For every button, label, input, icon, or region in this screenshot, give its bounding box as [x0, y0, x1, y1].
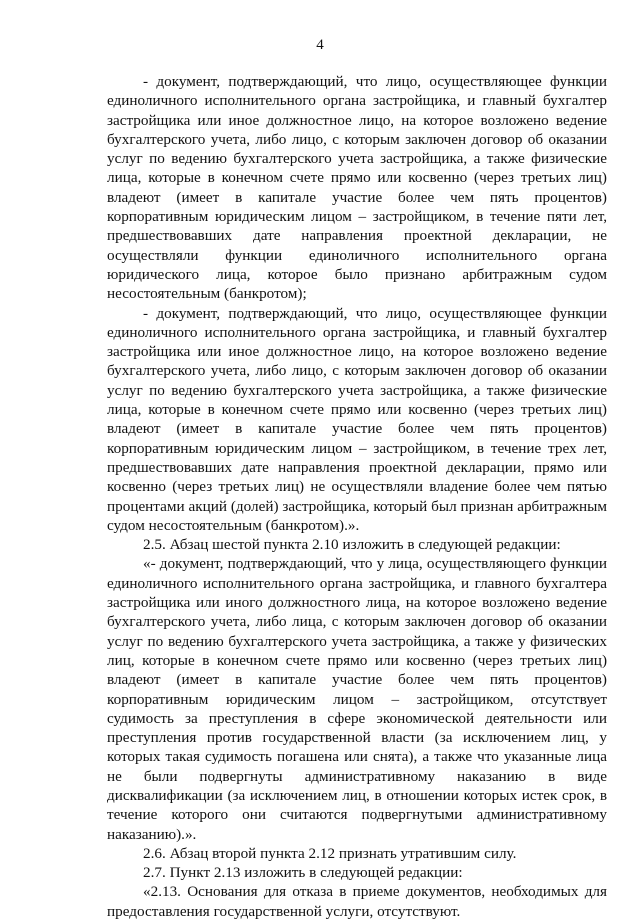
paragraph-document-criminal-record: «- документ, подтверждающий, что у лица, осуществляющего функции единоличного исполнительного органа застройщика, и главного бухгалтера застройщика или иного должностного лица, на которое возложено ведение бухгалтерского учета, либо лица, с которым заключен договор об оказании услуг по ведению бухгалтерского учета застройщика, а также у физических лиц, которые в конечном счете прямо или косвенно (через третьих лиц) владеют (имеет в капитале участие более чем пять процентов) корпоративным юридическим лицом – застройщиком, отсутствует судимость за преступления в сфере экономической деятельности или преступления против государственной власти (за исключением лиц, у которых такая судимость погашена или снята), а также что указанные лица не были подвергнуты административному наказанию в виде дисквалификации (за исключением лиц, в отношении которых истек срок, в течение которого они считаются подвергнутыми административному наказанию).».	[107, 555, 607, 843]
paragraph-amendment-2-6: 2.6. Абзац второй пункта 2.12 признать утратившим силу.	[143, 844, 517, 862]
paragraph-amendment-2-5: 2.5. Абзац шестой пункта 2.10 изложить в следующей редакции:	[143, 536, 561, 554]
paragraph-clause-2-13: «2.13. Основания для отказа в приеме документов, необходимых для предоставления государственной услуги, отсутствуют.	[107, 883, 607, 920]
paragraph-amendment-2-7: 2.7. Пункт 2.13 изложить в следующей редакции:	[143, 864, 463, 882]
paragraph-document-bankruptcy-functions: - документ, подтверждающий, что лицо, осуществляющее функции единоличного исполнительного органа застройщика, и главный бухгалтер застройщика или иное должностное лицо, на которое возложено ведение бухгалтерского учета, либо лицо, с которым заключен договор об оказании услуг по ведению бухгалтерского учета застройщика, а также физические лица, которые в конечном счете прямо или косвенно (через третьих лиц) владеют (имеет в капитале участие более чем пять процентов) корпоративным юридическим лицом – застройщиком, в течение пяти лет, предшествовавших дате направления проектной декларации, не осуществляли функции единоличного исполнительного органа юридического лица, которое было признано арбитражным судом несостоятельным (банкротом);	[107, 73, 607, 303]
page-number: 4	[316, 37, 324, 53]
document-body	[107, 72, 607, 921]
paragraph-document-bankruptcy-shares: - документ, подтверждающий, что лицо, осуществляющее функции единоличного исполнительного органа застройщика, и главный бухгалтер застройщика или иное должностное лицо, на которое возложено ведение бухгалтерского учета, либо лицо, с которым заключен договор об оказании услуг по ведению бухгалтерского учета застройщика, а также физические лица, которые в конечном счете прямо или косвенно (через третьих лиц) владеют (имеет в капитале участие более чем пять процентов) корпоративным юридическим лицом – застройщиком, в течение трех лет, предшествовавших дате направления проектной декларации, прямо или косвенно (через третьих лиц) не осуществляли владение более чем пятью процентами акций (долей) застройщика, который был признан арбитражным судом несостоятельным (банкротом).».	[107, 304, 607, 534]
